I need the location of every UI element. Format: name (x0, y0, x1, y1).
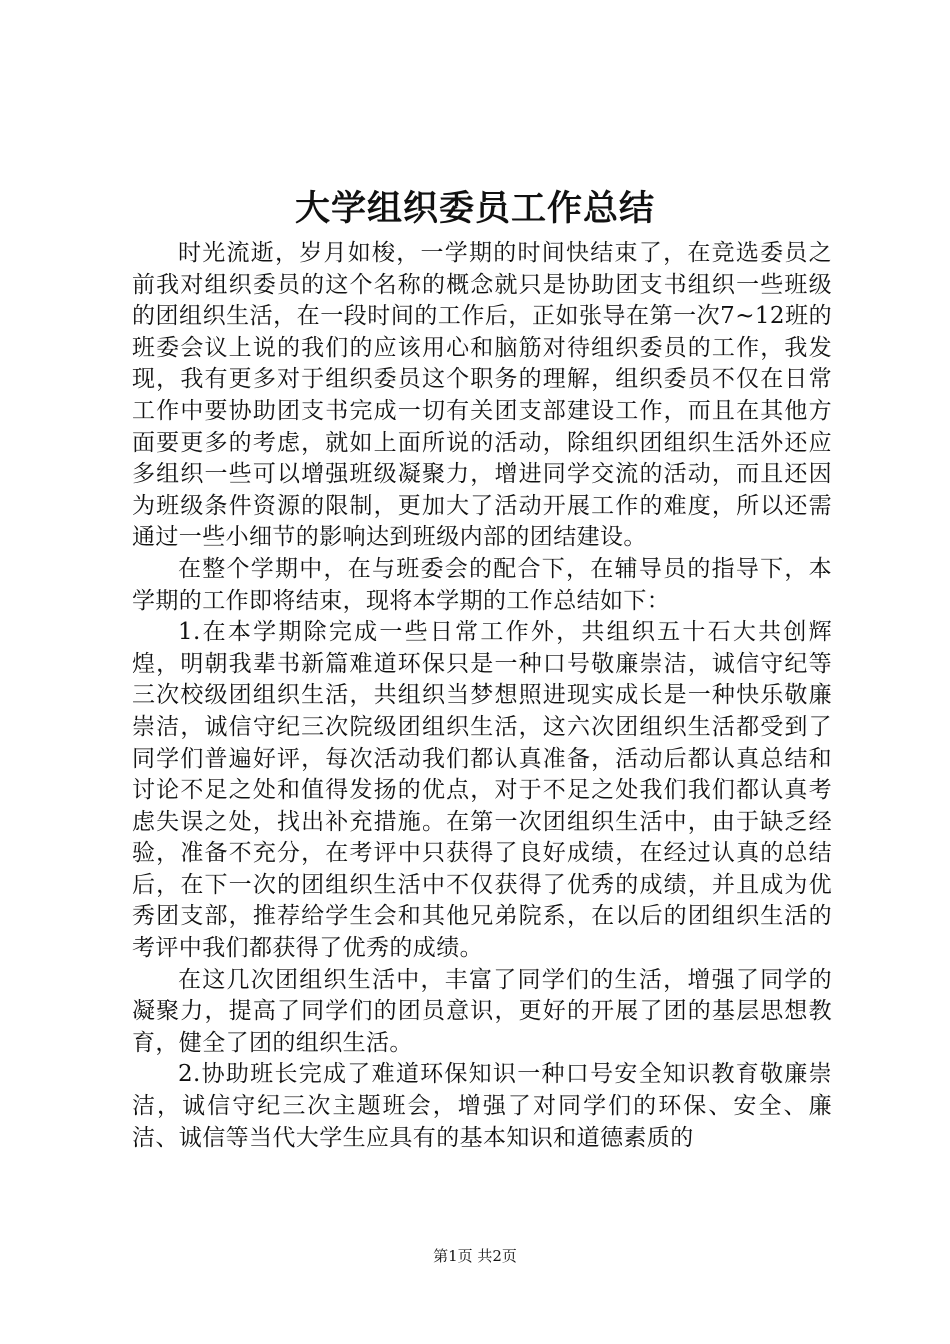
document-body (132, 238, 832, 1154)
paragraph-3: 1.在本学期除完成一些日常工作外，共组织五十石大共创辉煌，明朝我辈书新篇难道环保只是一种口号敬廉崇洁，诚信守纪等三次校级团组织生活，共组织当梦想照进现实成长是一种快乐敬廉崇洁，诚信守纪三次院级团组织生活，这六次团组织生活都受到了同学们普遍好评，每次活动我们都认真准备，活动后都认真总结和讨论不足之处和值得发扬的优点，对于不足之处我们我们都认真考虑失误之处，找出补充措施。在第一次团组织生活中，由于缺乏经验，准备不充分，在考评中只获得了良好成绩，在经过认真的总结后，在下一次的团组织生活中不仅获得了优秀的成绩，并且成为优秀团支部，推荐给学生会和其他兄弟院系，在以后的团组织生活的考评中我们都获得了优秀的成绩。 (132, 619, 832, 962)
paragraph-2: 在整个学期中，在与班委会的配合下，在辅导员的指导下，本学期的工作即将结束，现将本学期的工作总结如下： (132, 555, 832, 614)
page-footer: 第1页 共2页 (433, 1247, 517, 1265)
paragraph-5: 2.协助班长完成了难道环保知识一种口号安全知识教育敬廉崇洁，诚信守纪三次主题班会，增强了对同学们的环保、安全、廉洁、诚信等当代大学生应具有的基本知识和道德素质的 (132, 1061, 832, 1151)
paragraph-1: 时光流逝，岁月如梭，一学期的时间快结束了，在竞选委员之前我对组织委员的这个名称的概念就只是协助团支书组织一些班级的团组织生活，在一段时间的工作后，正如张导在第一次7~12班的班委会议上说的我们的应该用心和脑筋对待组织委员的工作，我发现，我有更多对于组织委员这个职务的理解，组织委员不仅在日常工作中要协助团支书完成一切有关团支部建设工作，而且在其他方面要更多的考虑，就如上面所说的活动，除组织团组织生活外还应多组织一些可以增强班级凝聚力，增进同学交流的活动，而且还因为班级条件资源的限制，更加大了活动开展工作的难度，所以还需通过一些小细节的影响达到班级内部的团结建设。 (132, 240, 832, 551)
document-title: 大学组织委员工作总结 (294, 189, 655, 229)
paragraph-4: 在这几次团组织生活中，丰富了同学们的生活，增强了同学的凝聚力，提高了同学们的团员意识，更好的开展了团的基层思想教育，健全了团的组织生活。 (132, 966, 832, 1056)
